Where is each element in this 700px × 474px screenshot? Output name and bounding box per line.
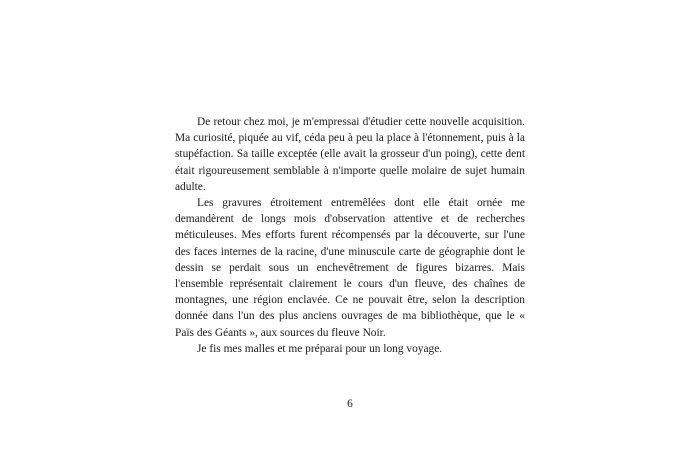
- body-text: [175, 114, 525, 357]
- paragraph-1: De retour chez moi, je m'empressai d'étudier cette nouvelle acquisition. Ma curiosité, piquée au vif, céda peu à peu la place à l'étonnement, puis à la stupéfaction. Sa taille exceptée (elle avait la grosseur d'un poing), cette dent était rigoureusement semblable à n'importe quelle molaire de sujet humain adulte.: [175, 116, 525, 193]
- page-number: 6: [347, 398, 353, 410]
- paragraph-2: Les gravures étroitement entremêlées dont elle était ornée me demandèrent de longs mois d'observation attentive et de recherches méticuleuses. Mes efforts furent récompensés par la découverte, sur l'une des faces internes de la racine, d'une minuscule carte de géographie dont le dessin se perdait sous un enchevêtrement de figures bizarres. Mais l'ensemble représentait clairement le cours d'un fleuve, des chaînes de montagnes, une région enclavée. Ce ne pouvait être, selon la description donnée dans l'un des plus anciens ouvrages de ma bibliothèque, que le « Païs des Géants », aux sources du fleuve Noir.: [175, 197, 525, 339]
- paragraph-3: Je fis mes malles et me préparai pour un long voyage.: [197, 342, 443, 355]
